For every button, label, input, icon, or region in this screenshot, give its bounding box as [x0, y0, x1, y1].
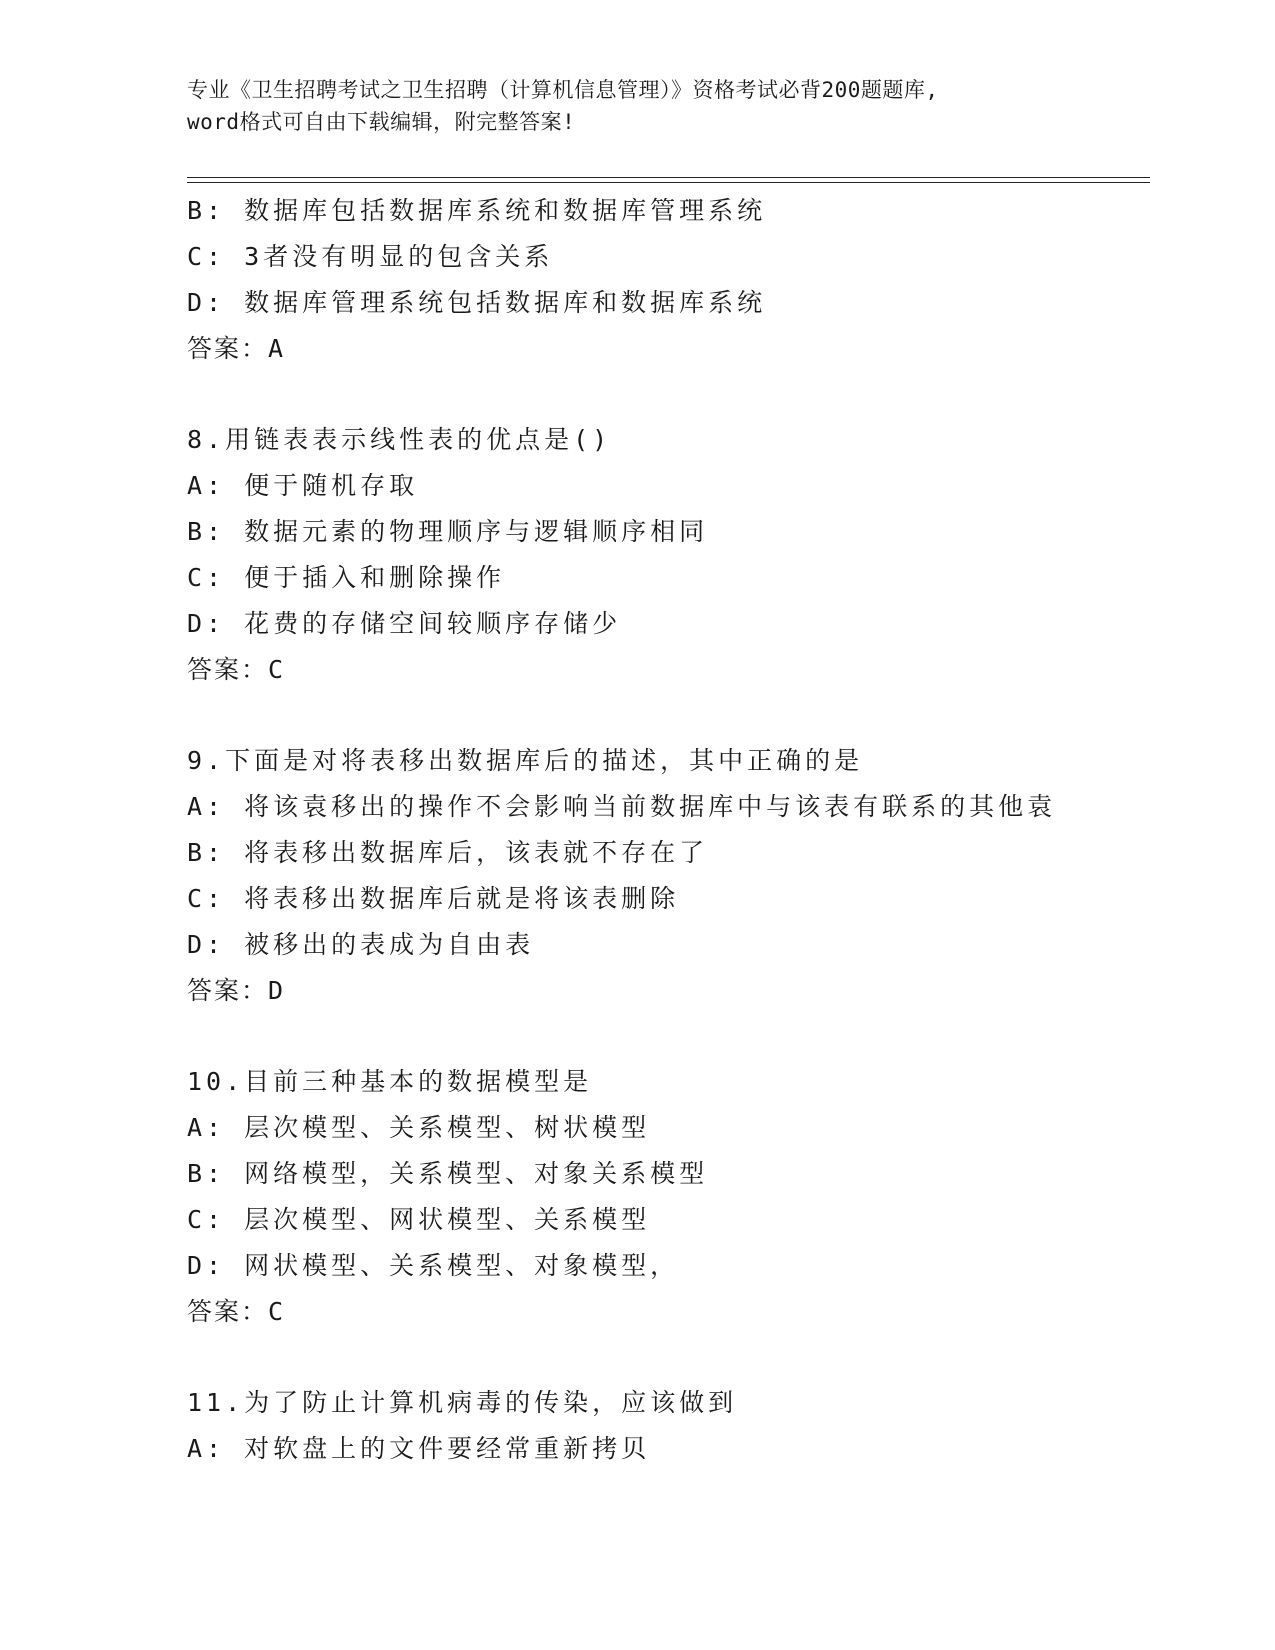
document-header	[187, 74, 1087, 138]
answer-label: 答案：	[187, 334, 269, 363]
question-block-11	[187, 1380, 1147, 1472]
answer-label: 答案：	[187, 1297, 269, 1326]
option-c: C: 将表移出数据库后就是将该表删除	[187, 884, 680, 913]
question-block-8	[187, 417, 1147, 693]
question-block-carryover	[187, 188, 1147, 372]
question-spacer	[187, 693, 1147, 738]
answer-value: C	[268, 1297, 284, 1326]
question-spacer	[187, 1014, 1147, 1059]
question-spacer	[187, 1335, 1147, 1380]
answer-line	[187, 647, 1147, 693]
header-divider-top	[187, 177, 1150, 178]
answer-line	[187, 1289, 1147, 1335]
question-stem: 11.为了防止计算机病毒的传染，应该做到	[187, 1388, 738, 1417]
option-b: B: 网络模型，关系模型、对象关系模型	[187, 1159, 709, 1188]
header-title-line-1: 专业《卫生招聘考试之卫生招聘（计算机信息管理）》资格考试必背200题题库,	[187, 78, 939, 102]
option-c: C: 层次模型、网状模型、关系模型	[187, 1205, 651, 1234]
option-d: D: 数据库管理系统包括数据库和数据库系统	[187, 288, 767, 317]
option-d: D: 被移出的表成为自由表	[187, 930, 535, 959]
question-stem: 8.用链表表示线性表的优点是()	[187, 425, 612, 454]
answer-label: 答案：	[187, 976, 269, 1005]
header-title-line-2: word格式可自由下载编辑，附完整答案!	[187, 110, 576, 134]
answer-line	[187, 326, 1147, 372]
question-spacer	[187, 372, 1147, 417]
option-c: C: 3者没有明显的包含关系	[187, 242, 554, 271]
header-divider-bottom	[187, 182, 1150, 183]
answer-label: 答案：	[187, 655, 269, 684]
option-d: D: 花费的存储空间较顺序存储少	[187, 609, 622, 638]
option-d: D: 网状模型、关系模型、对象模型，	[187, 1251, 680, 1280]
option-a: A: 将该袁移出的操作不会影响当前数据库中与该表有联系的其他袁	[187, 792, 1057, 821]
option-b: B: 将表移出数据库后，该表就不存在了	[187, 838, 709, 867]
answer-value: C	[268, 655, 284, 684]
answer-line	[187, 968, 1147, 1014]
question-stem: 10.目前三种基本的数据模型是	[187, 1067, 593, 1096]
option-a: A: 便于随机存取	[187, 471, 419, 500]
option-b: B: 数据库包括数据库系统和数据库管理系统	[187, 196, 767, 225]
question-stem: 9.下面是对将表移出数据库后的描述，其中正确的是	[187, 746, 864, 775]
answer-value: D	[268, 976, 284, 1005]
question-block-10	[187, 1059, 1147, 1335]
option-a: A: 层次模型、关系模型、树状模型	[187, 1113, 651, 1142]
question-list	[187, 188, 1147, 1472]
option-c: C: 便于插入和删除操作	[187, 563, 506, 592]
question-block-9	[187, 738, 1147, 1014]
option-b: B: 数据元素的物理顺序与逻辑顺序相同	[187, 517, 709, 546]
answer-value: A	[268, 334, 284, 363]
option-a: A: 对软盘上的文件要经常重新拷贝	[187, 1434, 651, 1463]
